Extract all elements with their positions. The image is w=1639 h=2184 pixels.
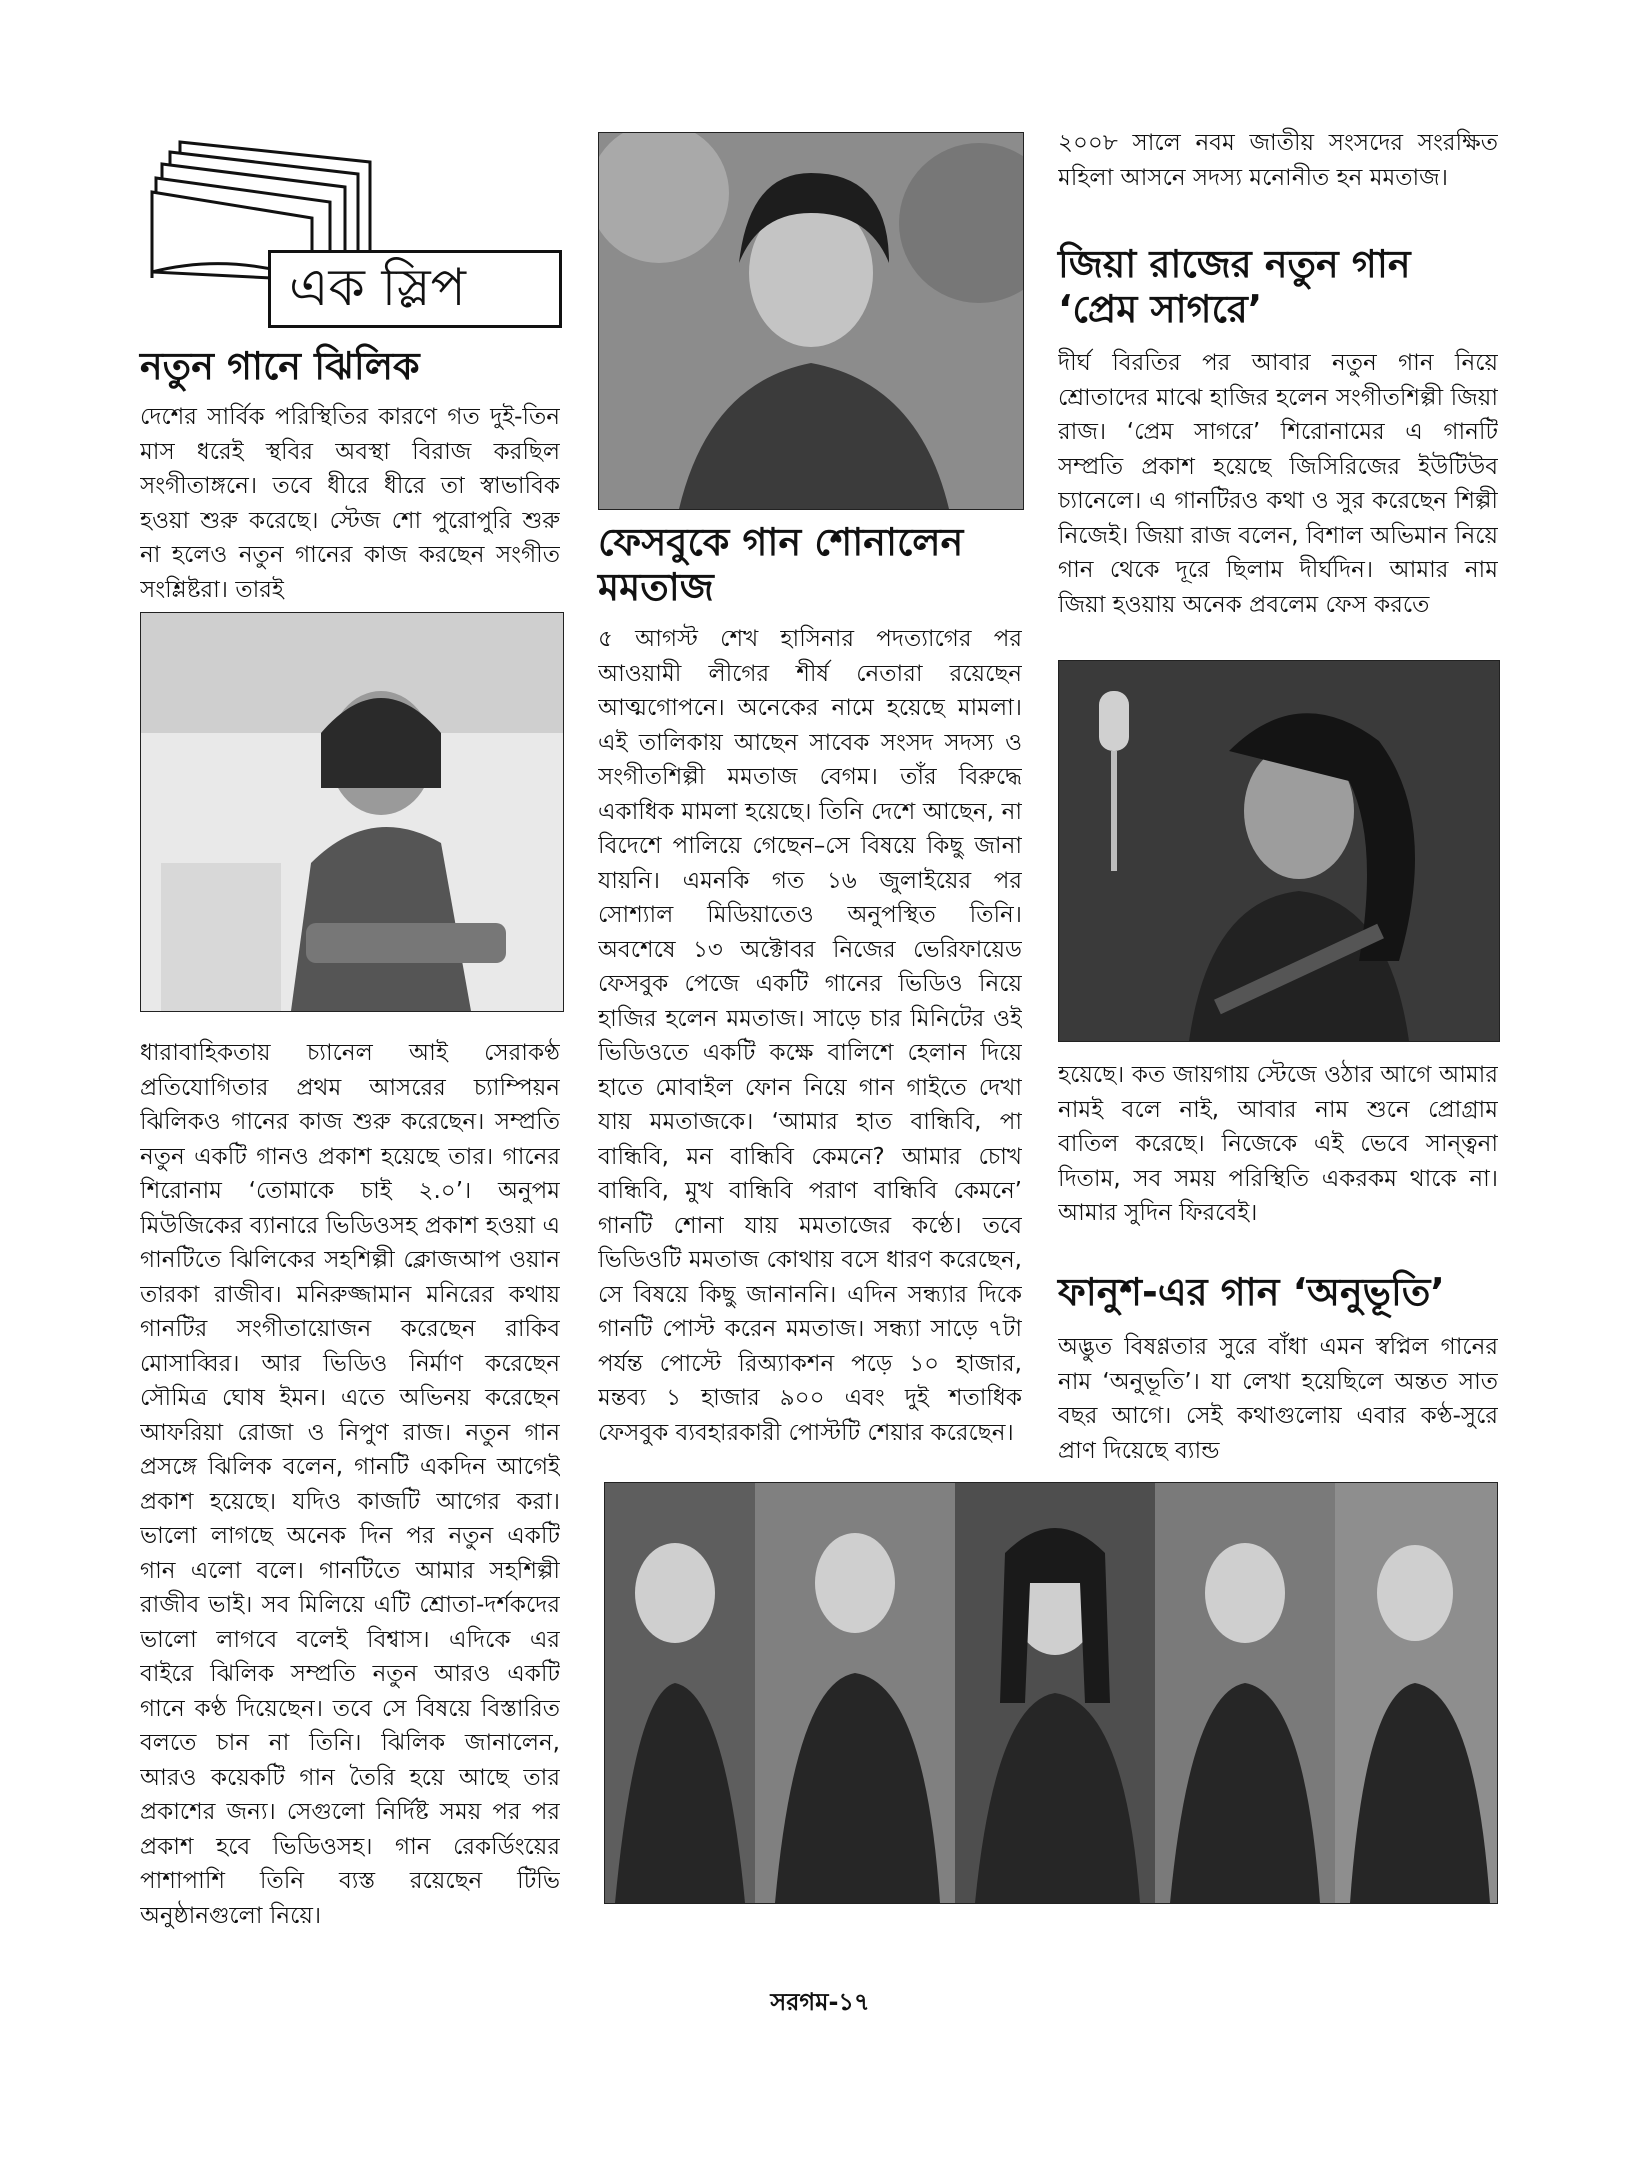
fanush-title: ফানুশ-এর গান ‘অনুভূতি’ xyxy=(1058,1270,1445,1314)
zia-title: জিয়া রাজের নতুন গান ‘প্রেম সাগরে’ xyxy=(1058,242,1411,331)
fanush-band-photo xyxy=(604,1482,1498,1904)
momtaz-continuation: ২০০৮ সালে নবম জাতীয় সংসদের সংরক্ষিত মহিলা আসনে সদস্য মনোনীত হন মমতাজ। xyxy=(1058,130,1498,191)
logo-label: এক স্লিপ xyxy=(268,250,562,328)
zia-body-top: দীর্ঘ বিরতির পর আবার নতুন গান নিয়ে শ্রোতাদের মাঝে হাজির হলেন সংগীতশিল্পী জিয়া রাজ। ‘প্রেম সাগরে’ শিরোনামের এ গানটি সম্প্রতি প্রকাশ হয়েছে জিসিরিজের ইউটিউব চ্যানেলে। এ গানটিরও কথা ও সুর করেছেন শিল্পী নিজেই। জিয়া রাজ বলেন, বিশাল অভিমান নিয়ে গান থেকে দূরে ছিলাম দীর্ঘদিন। আমার নাম জিয়া হওয়ায় অনেক প্রবলেম ফেস করতে xyxy=(1058,350,1498,618)
momtaz-title: ফেসবুকে গান শোনালেন মমতাজ xyxy=(598,520,964,609)
jhilik-body-bottom: ধারাবাহিকতায় চ্যানেল আই সেরাকণ্ঠ প্রতিযোগিতার প্রথম আসরের চ্যাম্পিয়ন ঝিলিকও গানের কাজ শুরু করেছেন। সম্প্রতি নতুন একটি গানও প্রকাশ হয়েছে তার। গানের শিরোনাম ‘তোমাকে চাই ২.০’। অনুপম মিউজিকের ব্যানারে ভিডিওসহ প্রকাশ হওয়া এ গানটিতে ঝিলিকের সহশিল্পী ক্লোজআপ ওয়ান তারকা রাজীব। মনিরুজ্জামান মনিরের কথায় গানটির সংগীতায়োজন করেছেন রাকিব মোসাব্বির। আর ভিডিও নির্মাণ করেছেন সৌমিত্র ঘোষ ইমন। এতে অভিনয় করেছেন আফরিয়া রোজা ও নিপুণ রাজ। নতুন গান প্রসঙ্গে ঝিলিক বলেন, গানটি একদিন আগেই প্রকাশ হয়েছে। যদিও কাজটি আগের করা। ভালো লাগছে অনেক দিন পর নতুন একটি গান এলো বলে। গানটিতে আমার সহশিল্পী রাজীব ভাই। সব মিলিয়ে এটি শ্রোতা-দর্শকদের ভালো লাগবে বলেই বিশ্বাস। এদিকে এর বাইরে ঝিলিক সম্প্রতি নতুন আরও একটি গানে কণ্ঠ দিয়েছেন। তবে সে বিষয়ে বিস্তারিত বলতে চান না তিনি। ঝিলিক জানালেন, আরও কয়েকটি গান তৈরি হয়ে আছে তার প্রকাশের জন্য। সেগুলো নির্দিষ্ট সময় পর পর প্রকাশ হবে ভিডিওসহ। গান রেকর্ডিংয়ের পাশাপাশি তিনি ব্যস্ত রয়েছেন টিভি অনুষ্ঠানগুলো নিয়ে। xyxy=(140,1040,560,1929)
section-logo xyxy=(140,132,560,332)
zia-body-bottom: হয়েছে। কত জায়গায় স্টেজে ওঠার আগে আমার নামই বলে নাই, আবার নাম শুনে প্রোগ্রাম বাতিল করেছে। নিজেকে এই ভেবে সান্ত্বনা দিতাম, সব সময় পরিস্থিতি একরকম থাকে না। আমার সুদিন ফিরবেই। xyxy=(1058,1062,1498,1226)
fanush-body: অদ্ভুত বিষণ্ণতার সুরে বাঁধা এমন স্বপ্নিল গানের নাম ‘অনুভূতি’। যা লেখা হয়েছিলে অন্তত সাত বছর আগে। সেই কথাগুলোয় এবার কণ্ঠ-সুরে প্রাণ দিয়েছে ব্যান্ড xyxy=(1058,1334,1498,1464)
page-footer: সরগম-১৭ xyxy=(770,1988,870,2016)
jhilik-title: নতুন গানে ঝিলিক xyxy=(140,344,420,388)
jhilik-photo xyxy=(140,612,564,1012)
jhilik-body-top: দেশের সার্বিক পরিস্থিতির কারণে গত দুই-তিন মাস ধরেই স্থবির অবস্থা বিরাজ করছিল সংগীতাঙ্গনে। তবে ধীরে ধীরে তা স্বাভাবিক হওয়া শুরু করেছে। স্টেজ শো পুরোপুরি শুরু না হলেও নতুন গানের কাজ করছেন সংগীত সংশ্লিষ্টরা। তারই xyxy=(140,404,560,603)
zia-photo xyxy=(1058,660,1500,1042)
momtaz-photo xyxy=(598,132,1024,510)
momtaz-body: ৫ আগস্ট শেখ হাসিনার পদত্যাগের পর আওয়ামী লীগের শীর্ষ নেতারা রয়েছেন আত্মগোপনে। অনেকের নামে হয়েছে মামলা। এই তালিকায় আছেন সাবেক সংসদ সদস্য ও সংগীতশিল্পী মমতাজ বেগম। তাঁর বিরুদ্ধে একাধিক মামলা হয়েছে। তিনি দেশে আছেন, না বিদেশে পালিয়ে গেছেন–সে বিষয়ে কিছু জানা যায়নি। এমনকি গত ১৬ জুলাইয়ের পর সোশ্যাল মিডিয়াতেও অনুপস্থিত তিনি। অবশেষে ১৩ অক্টোবর নিজের ভেরিফায়েড ফেসবুক পেজে একটি গানের ভিডিও নিয়ে হাজির হলেন মমতাজ। সাড়ে চার মিনিটের ওই ভিডিওতে একটি কক্ষে বালিশে হেলান দিয়ে হাতে মোবাইল ফোন নিয়ে গান গাইতে দেখা যায় মমতাজকে। ‘আমার হাত বান্ধিবি, পা বান্ধিবি, মন বান্ধিবি কেমনে? আমার চোখ বান্ধিবি, মুখ বান্ধিবি পরাণ বান্ধিবি কেমনে’ গানটি শোনা যায় মমতাজের কণ্ঠে। তবে ভিডিওটি মমতাজ কোথায় বসে ধারণ করেছেন, সে বিষয়ে কিছু জানাননি। এদিন সন্ধ্যার দিকে গানটি পোস্ট করেন মমতাজ। সন্ধ্যা সাড়ে ৭টা পর্যন্ত পোস্টে রিঅ্যাকশন পড়ে ১০ হাজার, মন্তব্য ১ হাজার ৯০০ এবং দুই শতাধিক ফেসবুক ব্যবহারকারী পোস্টটি শেয়ার করেছেন। xyxy=(598,626,1022,1446)
